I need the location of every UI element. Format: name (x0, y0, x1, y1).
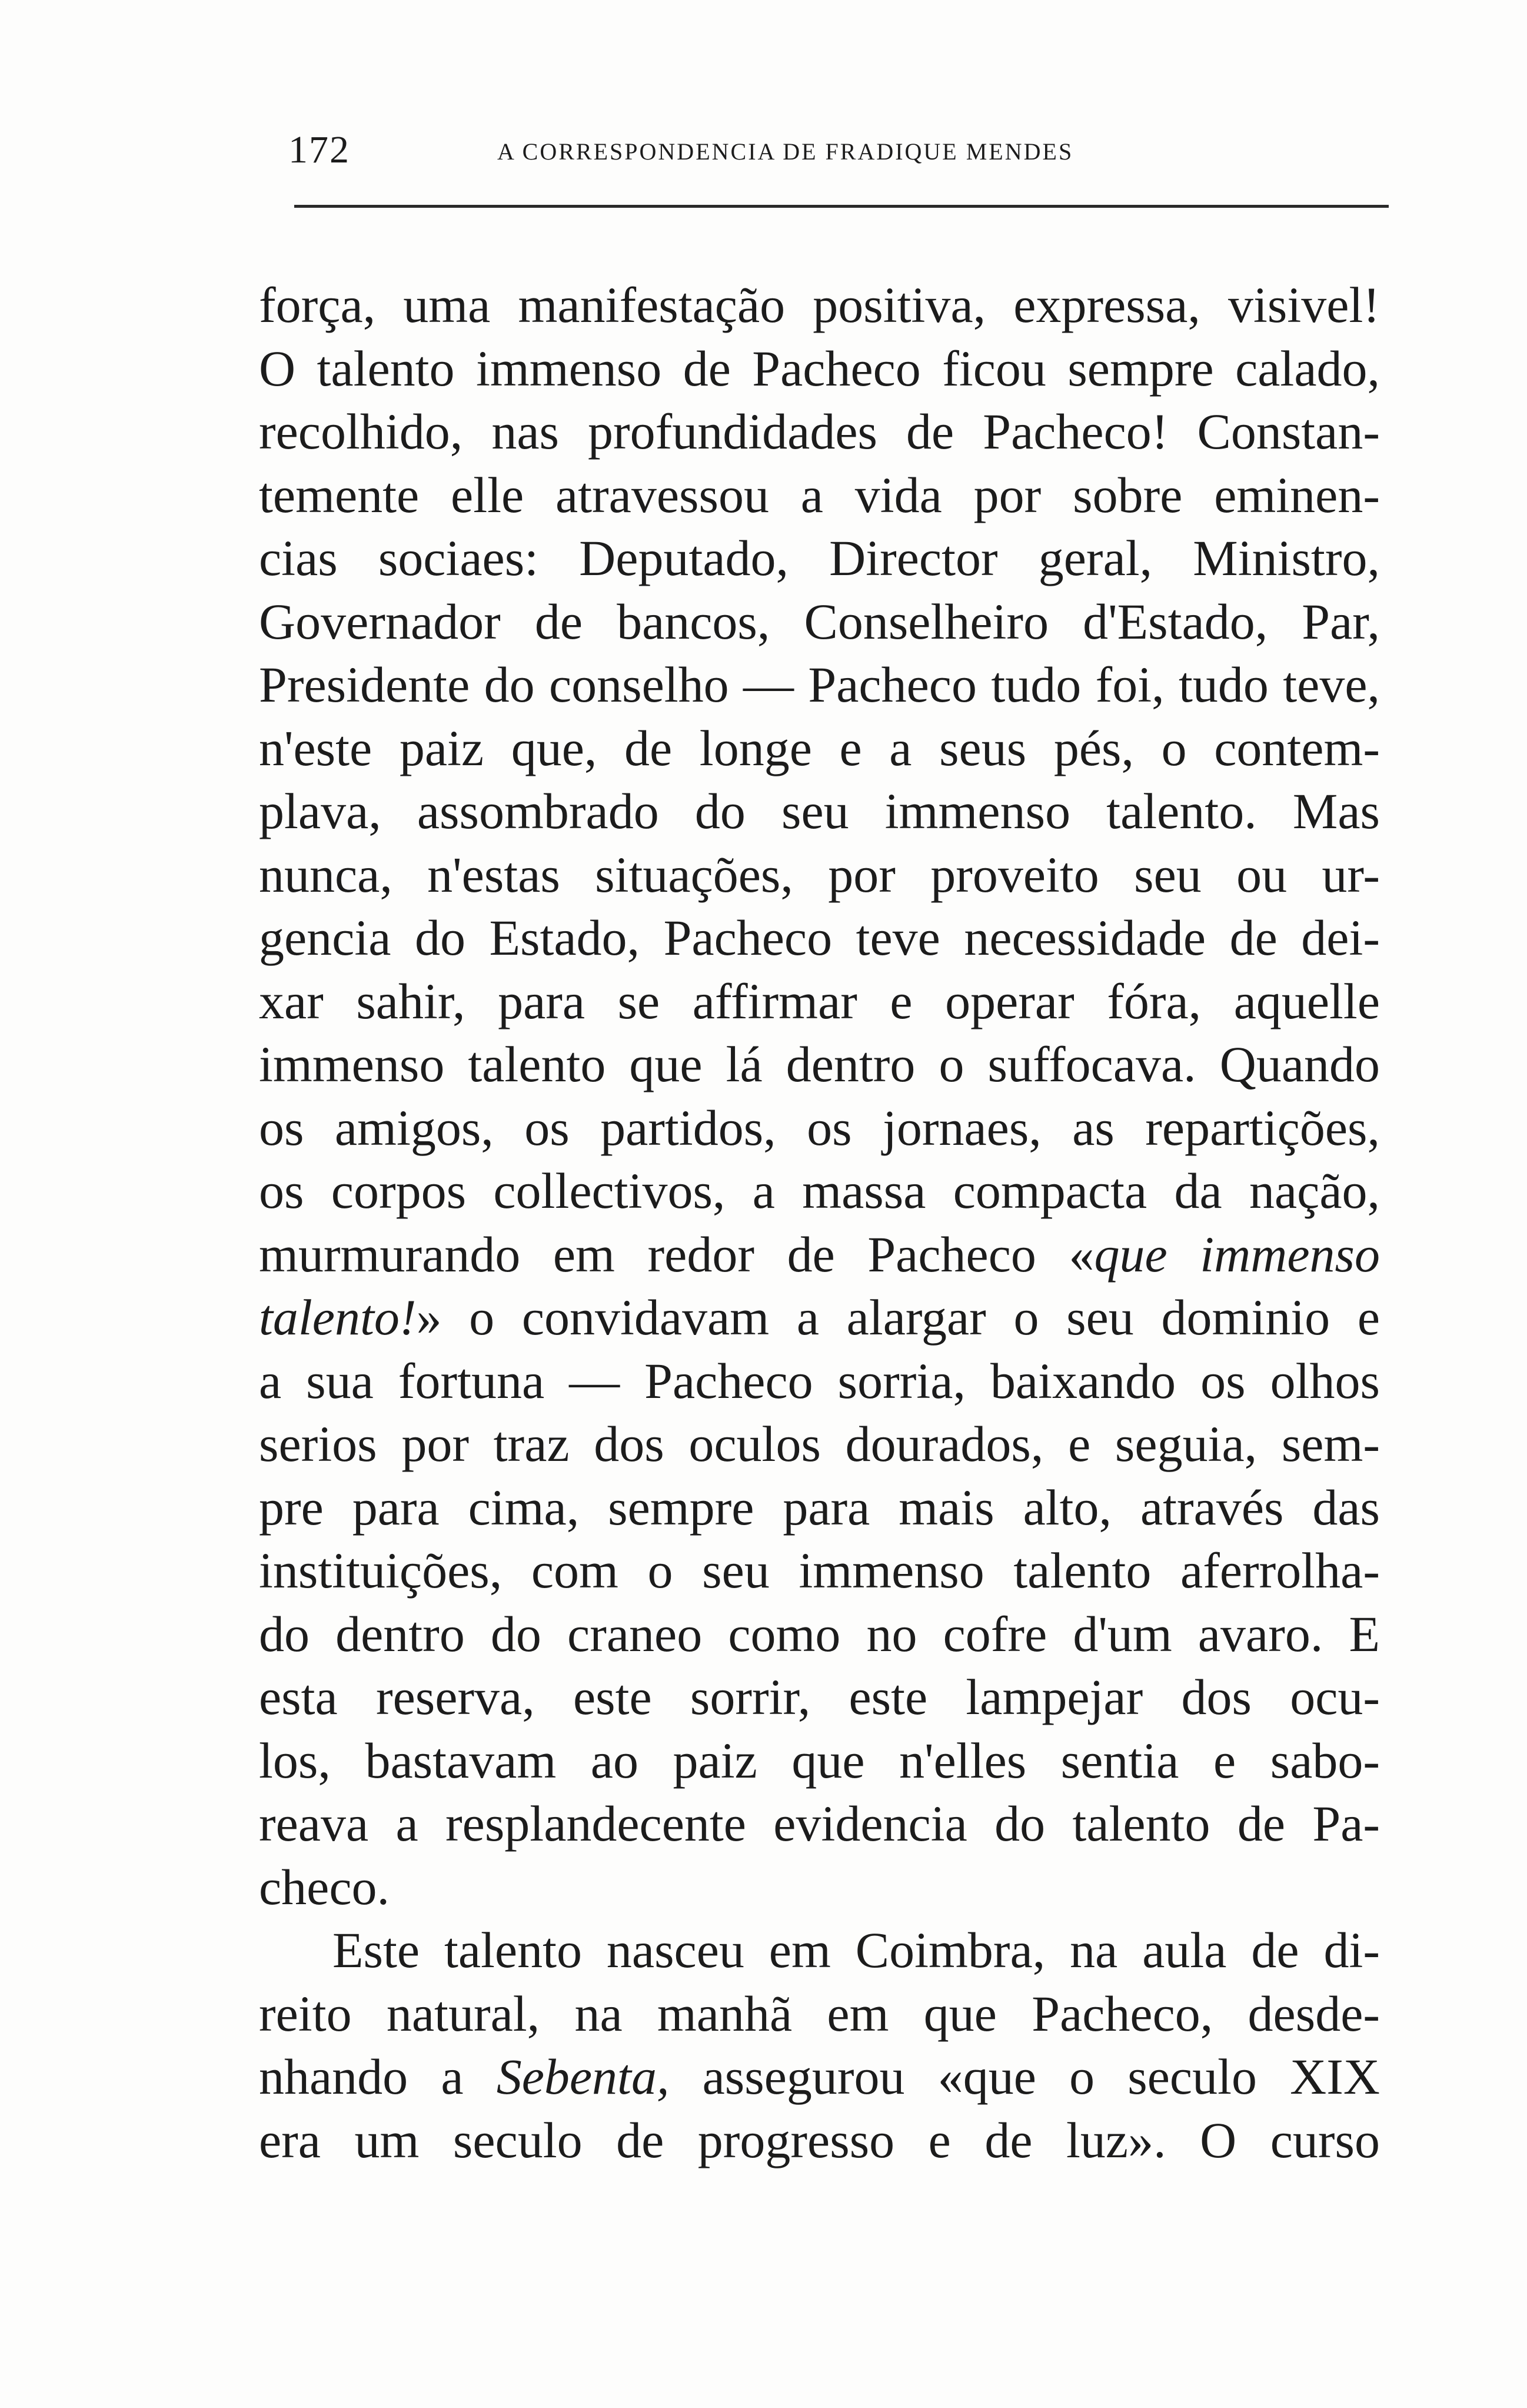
text-line: pre para cima, sempre para mais alto, através das (259, 1479, 1380, 1536)
running-title: A CORRESPONDENCIA DE FRADIQUE MENDES (497, 138, 1074, 165)
text-line: Presidente do conselho — Pacheco tudo foi, tudo teve, (259, 656, 1380, 713)
italic-run: que immenso (1094, 1225, 1380, 1283)
italic-run: talento! (259, 1289, 417, 1346)
text-line (259, 2045, 1380, 2109)
text-line: reito natural, na manhã em que Pacheco, desde- (259, 1985, 1380, 2042)
text-line: immenso talento que lá dentro o suffocava. Quando (259, 1036, 1380, 1092)
text-line: los, bastavam ao paiz que n'elles sentia e sabo- (259, 1732, 1380, 1789)
text-run: murmurando em redor de Pacheco « (259, 1225, 1094, 1283)
text-line (259, 1286, 1380, 1350)
text-line: recolhido, nas profundidades de Pacheco! Constan- (259, 403, 1380, 460)
text-line: Governador de bancos, Conselheiro d'Estado, Par, (259, 593, 1380, 650)
text-line: os amigos, os partidos, os jornaes, as repartições, (259, 1099, 1380, 1156)
paragraph-end-line: checo. (259, 1858, 390, 1915)
text-line: os corpos collectivos, a massa compacta da nação, (259, 1163, 1380, 1219)
italic-run: Sebenta, (496, 2048, 670, 2105)
text-line: força, uma manifestação positiva, expressa, visivel! (259, 277, 1380, 333)
text-run: assegurou «que o seculo XIX (669, 2048, 1380, 2105)
text-run: » o convidavam a alargar o seu dominio e (416, 1289, 1380, 1346)
text-line: xar sahir, para se affirmar e operar fóra, aquelle (259, 972, 1380, 1029)
text-line: a sua fortuna — Pacheco sorria, baixando os olhos (259, 1352, 1380, 1409)
header-rule (294, 205, 1389, 208)
text-line: temente elle atravessou a vida por sobre eminen- (259, 466, 1380, 523)
text-line: cias sociaes: Deputado, Director geral, Ministro, (259, 530, 1380, 586)
text-line: plava, assombrado do seu immenso talento. Mas (259, 783, 1380, 839)
text-line: gencia do Estado, Pacheco teve necessidade de dei- (259, 909, 1380, 966)
text-line: reava a resplandecente evidencia do talento de Pa- (259, 1795, 1380, 1852)
text-line: n'este paiz que, de longe e a seus pés, o contem- (259, 719, 1380, 776)
text-line: instituições, com o seu immenso talento aferrolha- (259, 1542, 1380, 1599)
text-line: nunca, n'estas situações, por proveito seu ou ur- (259, 846, 1380, 903)
body-text (259, 274, 1380, 2172)
text-run: nhando a (259, 2048, 497, 2105)
text-line: esta reserva, este sorrir, este lampejar dos ocu- (259, 1669, 1380, 1725)
text-line: O talento immenso de Pacheco ficou sempre calado, (259, 340, 1380, 397)
text-line: serios por traz dos oculos dourados, e seguia, sem- (259, 1416, 1380, 1472)
running-head (288, 127, 1389, 174)
text-line: era um seculo de progresso e de luz». O curso (259, 2111, 1380, 2168)
paragraph-start-line: Este talento nasceu em Coimbra, na aula de di- (332, 1922, 1380, 1978)
page-number: 172 (288, 128, 350, 171)
text-line: do dentro do craneo como no cofre d'um avaro. E (259, 1605, 1380, 1662)
text-line (259, 1223, 1380, 1287)
